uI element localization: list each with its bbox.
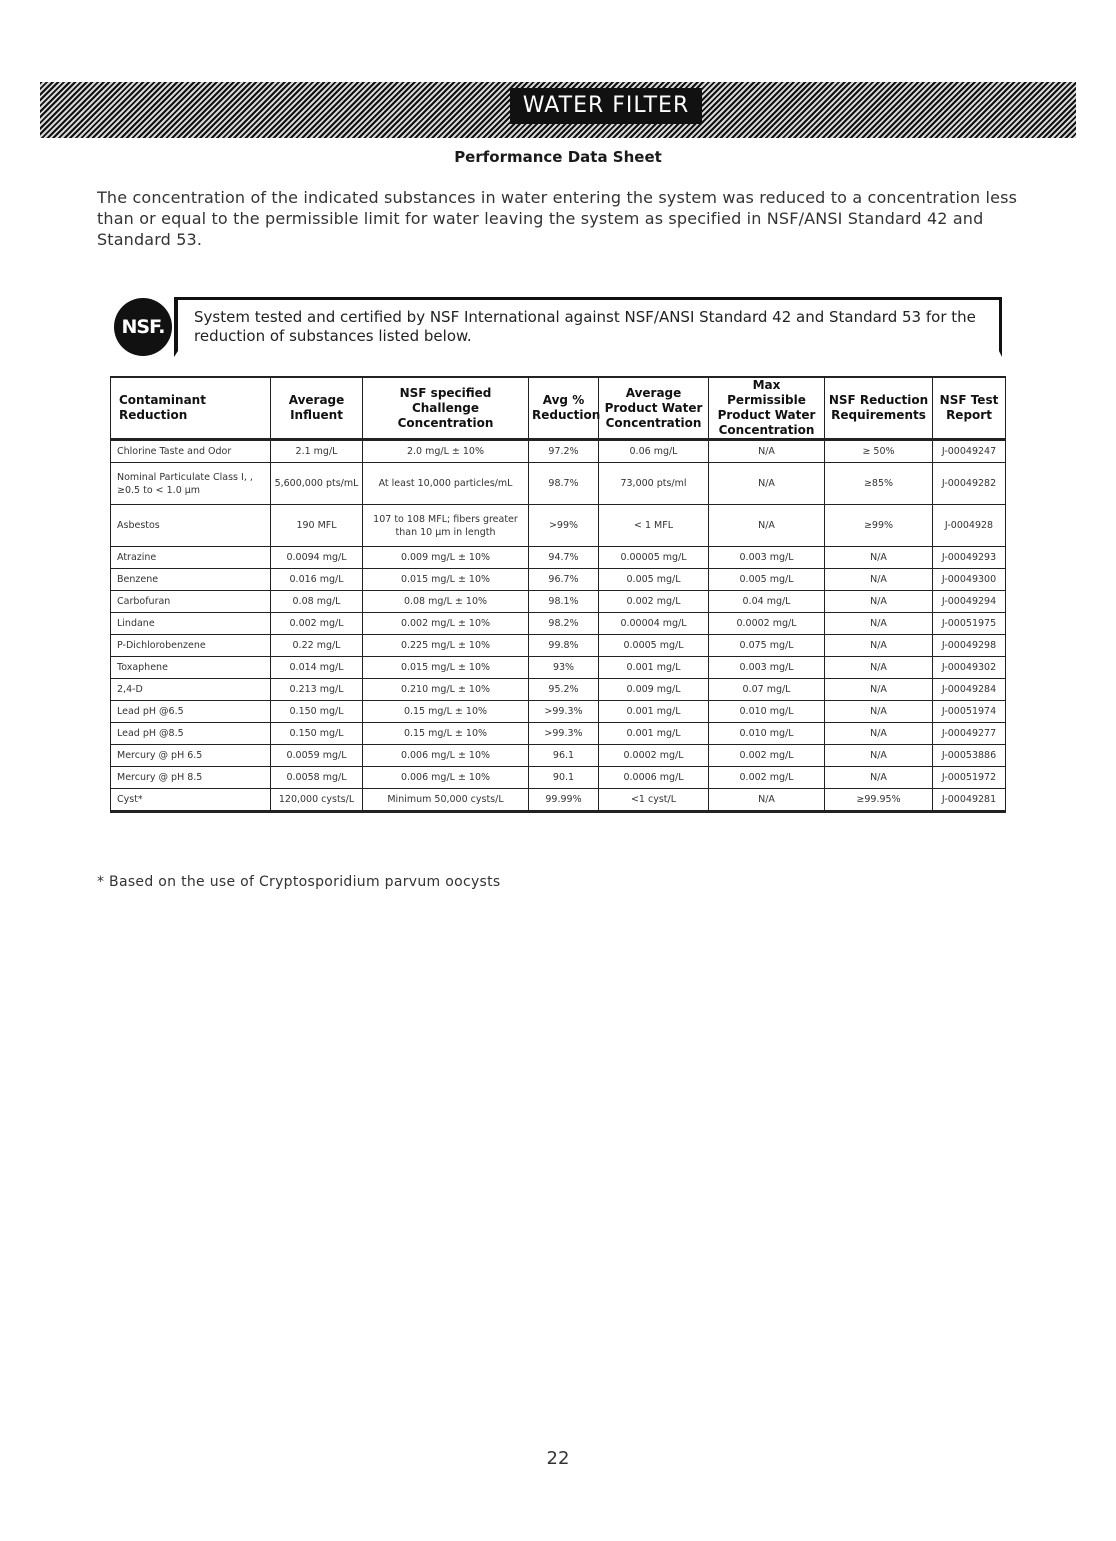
intro-paragraph: The concentration of the indicated substances in water entering the system was reduced to a concentration less than or equal to the permissible limit for water leaving the system as specified in NSF/ANSI Standard 42 and Standard 53. [97,188,1018,249]
table-cell: 0.15 mg/L ± 10% [363,701,529,723]
table-cell: Chlorine Taste and Odor [111,440,271,463]
table-cell: 0.00004 mg/L [599,613,709,635]
table-cell: Lead pH @8.5 [111,723,271,745]
column-header: Contaminant Reduction [111,377,271,440]
table-cell: 98.7% [529,463,599,505]
table-cell: J-00049282 [933,463,1006,505]
table-cell: Nominal Particulate Class I, , ≥0.5 to < 1.0 µm [111,463,271,505]
table-cell: 0.0059 mg/L [271,745,363,767]
table-cell: 0.075 mg/L [709,635,825,657]
table-cell: 107 to 108 MFL; fibers greater than 10 µm in length [363,505,529,547]
column-header: Avg % Reduction [529,377,599,440]
table-cell: 0.08 mg/L [271,591,363,613]
table-cell: 0.001 mg/L [599,701,709,723]
table-row [111,789,1006,812]
table-row [111,505,1006,547]
table-cell: ≥99.95% [825,789,933,812]
column-header: Average Product Water Concentration [599,377,709,440]
table-cell: 0.0002 mg/L [599,745,709,767]
table-cell: 0.00005 mg/L [599,547,709,569]
table-cell: 0.005 mg/L [599,569,709,591]
table-cell: N/A [709,789,825,812]
table-cell: 0.001 mg/L [599,657,709,679]
table-cell: 0.0006 mg/L [599,767,709,789]
table-cell: 0.06 mg/L [599,440,709,463]
table-row [111,569,1006,591]
table-cell: J-00049284 [933,679,1006,701]
table-cell: 0.003 mg/L [709,657,825,679]
table-cell: N/A [825,591,933,613]
table-cell: 0.002 mg/L [271,613,363,635]
certification-text: System tested and certified by NSF International against NSF/ANSI Standard 42 and Standard 53 for the reduction of substances listed below. [178,300,999,351]
table-cell: Mercury @ pH 6.5 [111,745,271,767]
table-cell: Lindane [111,613,271,635]
table-cell: J-00049281 [933,789,1006,812]
table-cell: N/A [709,463,825,505]
table-cell: 0.210 mg/L ± 10% [363,679,529,701]
table-cell: 98.1% [529,591,599,613]
column-header: Max Permissible Product Water Concentration [709,377,825,440]
table-cell: 0.0002 mg/L [709,613,825,635]
table-cell: Cyst* [111,789,271,812]
table-cell: 0.006 mg/L ± 10% [363,745,529,767]
table-cell: 0.213 mg/L [271,679,363,701]
table-cell: J-00053886 [933,745,1006,767]
table-cell: >99.3% [529,723,599,745]
table-cell: J-00049298 [933,635,1006,657]
table-row [111,440,1006,463]
table-cell: 0.150 mg/L [271,701,363,723]
column-header: NSF specified Challenge Concentration [363,377,529,440]
table-cell: 97.2% [529,440,599,463]
table-cell: < 1 MFL [599,505,709,547]
table-cell: 0.002 mg/L [709,767,825,789]
table-body [111,440,1006,812]
table-cell: 0.015 mg/L ± 10% [363,569,529,591]
table-cell: Toxaphene [111,657,271,679]
table-row [111,463,1006,505]
table-cell: N/A [825,745,933,767]
table-cell: N/A [825,723,933,745]
table-cell: N/A [825,701,933,723]
table-cell: 0.0005 mg/L [599,635,709,657]
table-cell: N/A [825,657,933,679]
table-row [111,591,1006,613]
table-row [111,547,1006,569]
table-cell: Lead pH @6.5 [111,701,271,723]
table-cell: 190 MFL [271,505,363,547]
sheet-title: Performance Data Sheet [454,148,662,166]
table-cell: J-00049247 [933,440,1006,463]
table-cell: 90.1 [529,767,599,789]
table-row [111,679,1006,701]
column-header: NSF Test Report [933,377,1006,440]
table-cell: 99.99% [529,789,599,812]
table-cell: J-00049302 [933,657,1006,679]
table-cell: ≥85% [825,463,933,505]
table-cell: 93% [529,657,599,679]
page-number: 22 [546,1448,570,1469]
table-cell: N/A [825,679,933,701]
table-cell: >99.3% [529,701,599,723]
table-cell: J-0004928 [933,505,1006,547]
table-row [111,723,1006,745]
table-cell: N/A [709,440,825,463]
table-cell: 0.002 mg/L [599,591,709,613]
title-banner [40,82,1076,138]
table-row [111,613,1006,635]
table-row [111,657,1006,679]
table-cell: Benzene [111,569,271,591]
table-cell: J-00049277 [933,723,1006,745]
table-cell: 0.0058 mg/L [271,767,363,789]
table-cell: ≥ 50% [825,440,933,463]
table-cell: 0.08 mg/L ± 10% [363,591,529,613]
table-cell: N/A [825,767,933,789]
table-cell: Minimum 50,000 cysts/L [363,789,529,812]
table-cell: 73,000 pts/ml [599,463,709,505]
column-header: NSF Reduction Requirements [825,377,933,440]
table-cell: J-00049293 [933,547,1006,569]
table-cell: 0.225 mg/L ± 10% [363,635,529,657]
table-cell: 95.2% [529,679,599,701]
table-cell: At least 10,000 particles/mL [363,463,529,505]
table-cell: 0.009 mg/L [599,679,709,701]
nsf-logo-icon: NSF. [114,298,172,356]
banner-title: WATER FILTER [510,88,702,124]
table-cell: 0.15 mg/L ± 10% [363,723,529,745]
table-cell: 0.0094 mg/L [271,547,363,569]
table-cell: 0.22 mg/L [271,635,363,657]
certification-box [174,297,1002,357]
table-cell: 0.014 mg/L [271,657,363,679]
performance-table [110,376,1006,813]
table-cell: J-00049294 [933,591,1006,613]
table-cell: 0.150 mg/L [271,723,363,745]
table-row [111,701,1006,723]
table-cell: N/A [825,613,933,635]
column-header: Average Influent [271,377,363,440]
table-cell: <1 cyst/L [599,789,709,812]
table-cell: >99% [529,505,599,547]
table-cell: 99.8% [529,635,599,657]
table-cell: 0.010 mg/L [709,723,825,745]
table-cell: 0.015 mg/L ± 10% [363,657,529,679]
table-cell: 0.002 mg/L ± 10% [363,613,529,635]
table-cell: J-00049300 [933,569,1006,591]
table-cell: 5,600,000 pts/mL [271,463,363,505]
table-cell: N/A [825,635,933,657]
table-cell: 2,4-D [111,679,271,701]
table-cell: 0.04 mg/L [709,591,825,613]
table-cell: Atrazine [111,547,271,569]
table-cell: 0.016 mg/L [271,569,363,591]
table-cell: Carbofuran [111,591,271,613]
table-cell: J-00051975 [933,613,1006,635]
table-cell: 0.002 mg/L [709,745,825,767]
table-cell: 0.005 mg/L [709,569,825,591]
table-cell: 0.003 mg/L [709,547,825,569]
table-cell: 120,000 cysts/L [271,789,363,812]
table-cell: 96.7% [529,569,599,591]
table-row [111,745,1006,767]
table-cell: 98.2% [529,613,599,635]
table-cell: Asbestos [111,505,271,547]
table-row [111,767,1006,789]
table-cell: Mercury @ pH 8.5 [111,767,271,789]
table-cell: 94.7% [529,547,599,569]
table-cell: J-00051972 [933,767,1006,789]
table-cell: N/A [825,547,933,569]
table-cell: 0.006 mg/L ± 10% [363,767,529,789]
table-cell: 0.07 mg/L [709,679,825,701]
table-cell: J-00051974 [933,701,1006,723]
table-cell: N/A [825,569,933,591]
table-cell: N/A [709,505,825,547]
table-cell: ≥99% [825,505,933,547]
table-cell: P-Dichlorobenzene [111,635,271,657]
table-cell: 2.1 mg/L [271,440,363,463]
footnote: * Based on the use of Cryptosporidium parvum oocysts [97,874,501,890]
table-cell: 2.0 mg/L ± 10% [363,440,529,463]
table-cell: 0.009 mg/L ± 10% [363,547,529,569]
table-cell: 0.001 mg/L [599,723,709,745]
table-cell: 0.010 mg/L [709,701,825,723]
table-header-row [111,377,1006,440]
table-row [111,635,1006,657]
table-cell: 96.1 [529,745,599,767]
